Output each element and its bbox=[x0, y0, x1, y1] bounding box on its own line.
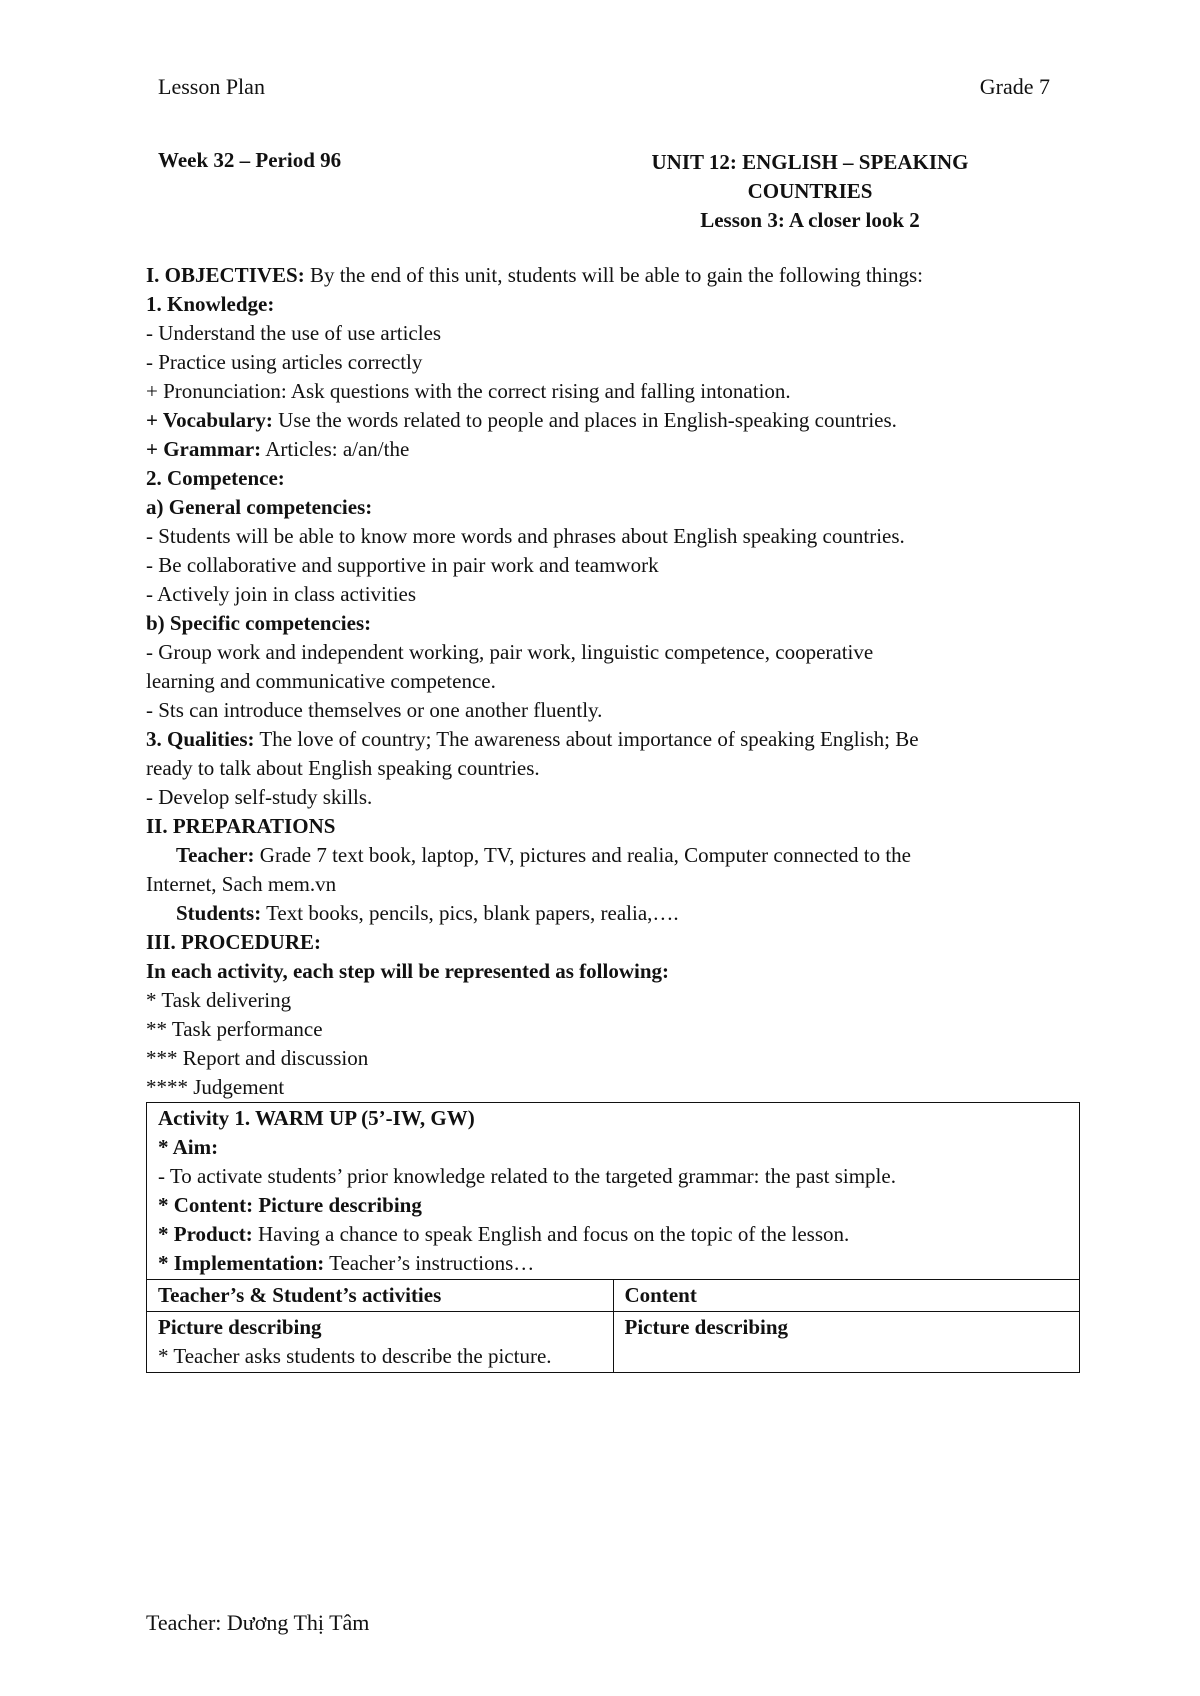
row1-col2-title: Picture describing bbox=[624, 1315, 789, 1339]
specific-competencies-heading: b) Specific competencies: bbox=[146, 611, 372, 635]
aim-label: * Aim: bbox=[158, 1135, 219, 1159]
vocabulary-label: + Vocabulary: bbox=[146, 408, 273, 432]
procedure-step-2: ** Task performance bbox=[146, 1017, 323, 1041]
knowledge-item-3: + Pronunciation: Ask questions with the correct rising and falling intonation. bbox=[146, 379, 791, 403]
preparations-heading: II. PREPARATIONS bbox=[146, 814, 336, 838]
activity-row-1-col-1 bbox=[147, 1312, 614, 1373]
unit-title-block bbox=[590, 148, 1030, 235]
row1-col1-text: * Teacher asks students to describe the picture. bbox=[158, 1344, 552, 1368]
activity-table bbox=[146, 1102, 1080, 1373]
product-label: * Product: bbox=[158, 1222, 253, 1246]
specific-item-2: - Sts can introduce themselves or one another fluently. bbox=[146, 698, 603, 722]
qualities-text: The love of country; The awareness about importance of speaking English; Be bbox=[254, 727, 919, 751]
header-left: Lesson Plan bbox=[158, 74, 265, 99]
procedure-intro: In each activity, each step will be represented as following: bbox=[146, 959, 670, 983]
teacher-prep-label: Teacher: bbox=[176, 843, 255, 867]
vocabulary-text: Use the words related to people and places in English-speaking countries. bbox=[272, 408, 897, 432]
specific-item-1b: learning and communicative competence. bbox=[146, 669, 496, 693]
qualities-line bbox=[146, 725, 1076, 754]
teacher-prep-text: Grade 7 text book, laptop, TV, pictures and realia, Computer connected to the bbox=[254, 843, 912, 867]
objectives-intro: By the end of this unit, students will be able to gain the following things: bbox=[304, 263, 923, 287]
week-period: Week 32 – Period 96 bbox=[158, 148, 342, 172]
footer-teacher: Teacher: Dương Thị Tâm bbox=[146, 1610, 370, 1635]
knowledge-item-5 bbox=[146, 435, 1076, 464]
activity-title: Activity 1. WARM UP (5’-IW, GW) bbox=[158, 1106, 475, 1130]
grammar-text: Articles: a/an/the bbox=[261, 437, 410, 461]
procedure-step-3: *** Report and discussion bbox=[146, 1046, 369, 1070]
col-header-activities: Teacher’s & Student’s activities bbox=[147, 1280, 614, 1312]
objectives-heading: I. OBJECTIVES: bbox=[146, 263, 305, 287]
procedure-step-4: **** Judgement bbox=[146, 1075, 285, 1099]
teacher-prep-line bbox=[146, 841, 1076, 870]
knowledge-item-2: - Practice using articles correctly bbox=[146, 350, 423, 374]
activity-info-cell bbox=[147, 1103, 1080, 1280]
lesson-title: Lesson 3: A closer look 2 bbox=[700, 208, 920, 232]
general-competencies-heading: a) General competencies: bbox=[146, 495, 373, 519]
content-label: * Content: Picture describing bbox=[158, 1193, 422, 1217]
activity-row-1-col-2 bbox=[613, 1312, 1080, 1373]
row1-col1-title: Picture describing bbox=[158, 1315, 322, 1339]
col-header-content: Content bbox=[613, 1280, 1080, 1312]
knowledge-heading: 1. Knowledge: bbox=[146, 292, 275, 316]
activity-row-1 bbox=[147, 1312, 1080, 1373]
general-item-1: - Students will be able to know more words and phrases about English speaking countries. bbox=[146, 524, 905, 548]
qualities-item-2: - Develop self-study skills. bbox=[146, 785, 373, 809]
students-prep-line bbox=[146, 899, 1076, 928]
objectives-line bbox=[146, 261, 1076, 290]
general-item-2: - Be collaborative and supportive in pair work and teamwork bbox=[146, 553, 659, 577]
teacher-prep-line-2: Internet, Sach mem.vn bbox=[146, 872, 337, 896]
procedure-step-1: * Task delivering bbox=[146, 988, 292, 1012]
header-right: Grade 7 bbox=[979, 74, 1050, 99]
specific-item-1a: - Group work and independent working, pair work, linguistic competence, cooperative bbox=[146, 640, 874, 664]
knowledge-item-1: - Understand the use of use articles bbox=[146, 321, 442, 345]
implementation-line bbox=[158, 1249, 1068, 1278]
lesson-body bbox=[146, 261, 1076, 1102]
unit-title-line2: COUNTRIES bbox=[747, 179, 873, 203]
product-text: Having a chance to speak English and focus on the topic of the lesson. bbox=[252, 1222, 850, 1246]
implementation-label: * Implementation: bbox=[158, 1251, 325, 1275]
implementation-text: Teacher’s instructions… bbox=[324, 1251, 535, 1275]
competence-heading: 2. Competence: bbox=[146, 466, 285, 490]
activity-header-row bbox=[147, 1280, 1080, 1312]
students-prep-text: Text books, pencils, pics, blank papers, realia,…. bbox=[261, 901, 679, 925]
activity-info-row bbox=[147, 1103, 1080, 1280]
qualities-label: 3. Qualities: bbox=[146, 727, 255, 751]
product-line bbox=[158, 1220, 1068, 1249]
procedure-heading: III. PROCEDURE: bbox=[146, 930, 322, 954]
knowledge-item-4 bbox=[146, 406, 1076, 435]
general-item-3: - Actively join in class activities bbox=[146, 582, 417, 606]
aim-text: - To activate students’ prior knowledge related to the targeted grammar: the past simple. bbox=[158, 1164, 896, 1188]
students-prep-label: Students: bbox=[176, 901, 262, 925]
qualities-line-2: ready to talk about English speaking countries. bbox=[146, 756, 540, 780]
grammar-label: + Grammar: bbox=[146, 437, 262, 461]
unit-title-line1: UNIT 12: ENGLISH – SPEAKING bbox=[651, 150, 969, 174]
